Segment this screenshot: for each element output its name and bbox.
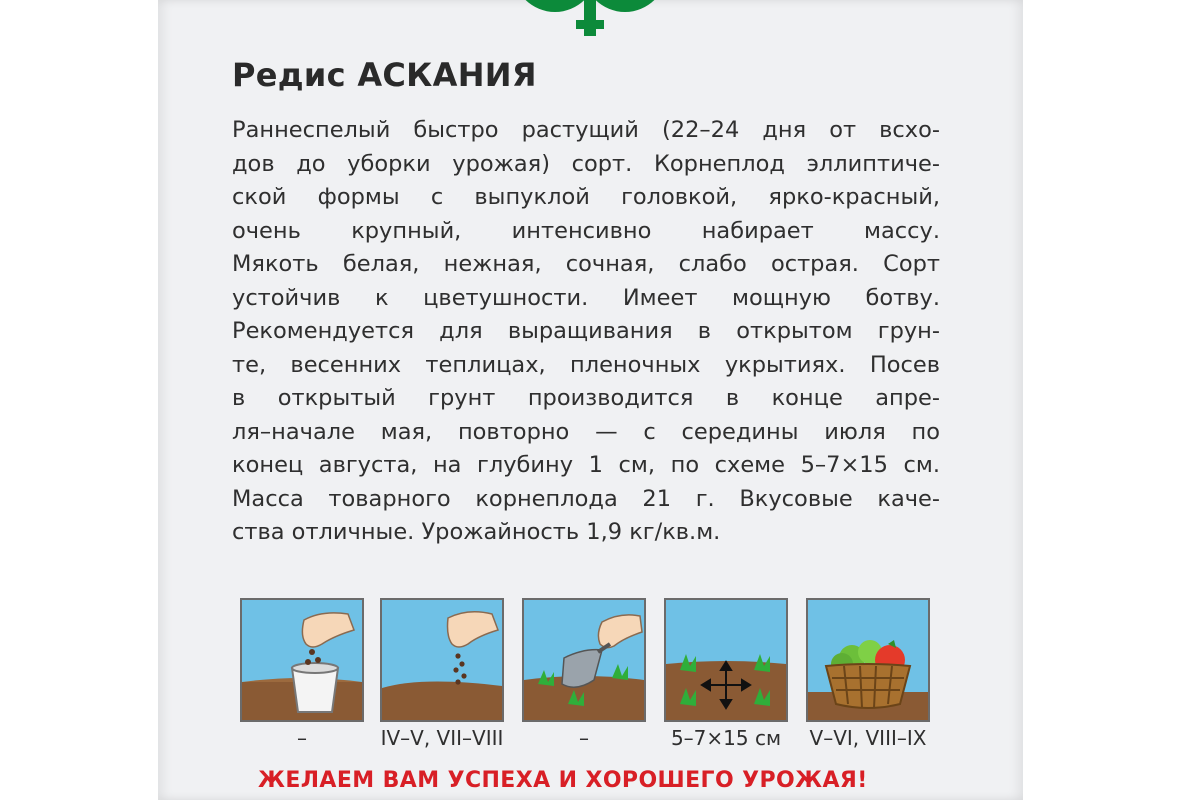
transplanting-trowel-icon [524,600,644,720]
instruction-panel-2 [380,598,504,722]
instruction-caption-3: – [579,726,589,750]
instruction-caption-5: V–VI, VIII–IX [809,726,927,750]
instruction-panel-3 [522,598,646,722]
brand-logo-icon [480,0,700,40]
harvest-basket-icon [808,600,928,720]
description-line: устойчив к цветушности. Имеет мощную ботву. [232,284,940,311]
description-line: конец августа, на глубину 1 см, по схеме 5–7×15 см. [232,452,940,478]
description-line: Мякоть белая, нежная, сочная, слабо острая. Сорт [232,251,940,277]
sowing-in-ground-icon [382,600,502,720]
instruction-panel-5 [806,598,930,722]
description-line: ля–начале мая, повторно — с середины июля по [232,418,940,445]
instruction-panel-4 [664,598,788,722]
description-line: те, весенних теплицах, пленочных укрытиях. Посев [232,351,940,378]
sowing-in-pot-icon [242,600,362,720]
description-line: Рекомендуется для выращивания в открытом грун- [232,318,940,344]
description-line: очень крупный, интенсивно набирает массу. [232,217,940,244]
description-line: дов до уборки урожая) сорт. Корнеплод эллиптиче- [232,150,940,177]
description-line: ской формы с выпуклой головкой, ярко-красный, [232,184,940,210]
instruction-panel-1 [240,598,364,722]
instruction-caption-2: IV–V, VII–VIII [380,726,504,750]
product-title: Редис АСКАНИЯ [232,56,537,94]
description-line: Масса товарного корнеплода 21 г. Вкусовые каче- [232,485,940,512]
slogan: ЖЕЛАЕМ ВАМ УСПЕХА И ХОРОШЕГО УРОЖАЯ! [258,768,868,793]
description-line: Раннеспелый быстро растущий (22–24 дня от всхо- [232,117,940,143]
description-line: в открытый грунт производится в конце апре- [232,385,940,411]
planting-scheme-icon [666,600,786,720]
instruction-caption-4: 5–7×15 см [670,726,782,750]
description-line: ства отличные. Урожайность 1,9 кг/кв.м. [232,519,721,545]
instruction-caption-1: – [297,726,307,750]
product-description [232,114,940,550]
